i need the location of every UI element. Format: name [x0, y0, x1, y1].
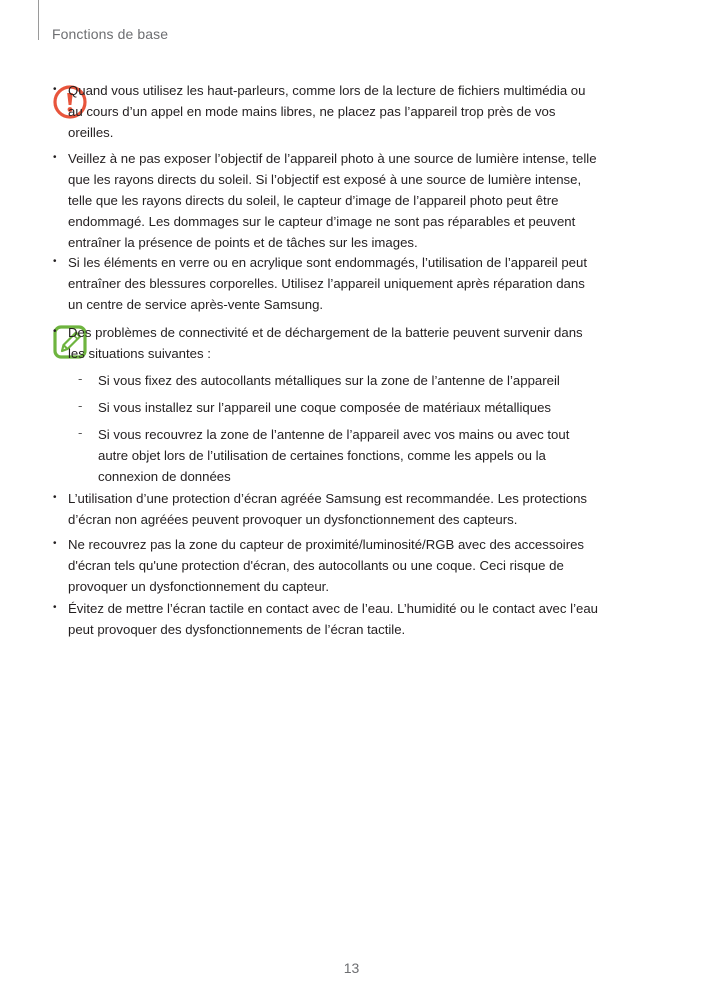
note-subitem	[78, 397, 576, 418]
bullet: •	[53, 326, 57, 337]
bullet: •	[53, 256, 57, 267]
page-number: 13	[343, 960, 360, 976]
bullet: •	[53, 492, 57, 503]
page-header-title: Fonctions de base	[52, 26, 169, 42]
dash: -	[78, 371, 83, 386]
note-item-text: Ne recouvrez pas la zone du capteur de proximité/luminosité/RGB avec des accessoires d'écran tels qu'une protection d'écran, des autocollants ou une coque. Ceci risque de provoquer un dysfonctionnement du capteur.	[68, 537, 585, 594]
caution-item-text: Quand vous utilisez les haut-parleurs, comme lors de la lecture de fichiers multimédia ou au cours d’un appel en mode mains libres, ne placez pas l’appareil trop près de vos oreilles.	[68, 83, 586, 140]
note-item	[53, 534, 600, 597]
note-intro-text: Des problèmes de connectivité et de déchargement de la batterie peuvent survenir dans les situations suivantes :	[68, 325, 583, 361]
caution-item-text: Veillez à ne pas exposer l’objectif de l’appareil photo à une source de lumière intense, telle que les rayons directs du soleil. Si l’objectif est exposé à une source de lumière intense, telle que les rayons directs du soleil, le capteur d’image de l’appareil photo peut être endommagé. Les dommages sur le capteur d’image ne sont pas réparables et peuvent entraîner la présence de points et de tâches sur les images.	[68, 151, 597, 250]
caution-item	[53, 148, 600, 253]
caution-item-text: Si les éléments en verre ou en acrylique sont endommagés, l’utilisation de l’appareil peut entraîner des blessures corporelles. Utilisez l’appareil uniquement après réparation dans un centre de service après-vente Samsung.	[68, 255, 588, 312]
note-subitem	[78, 370, 576, 391]
dash: -	[78, 398, 83, 413]
note-item-text: Évitez de mettre l’écran tactile en contact avec de l’eau. L’humidité ou le contact avec l’eau peut provoquer des dysfonctionnements de l’écran tactile.	[68, 601, 598, 637]
note-subitem-text: Si vous fixez des autocollants métalliques sur la zone de l’antenne de l’appareil	[98, 373, 560, 388]
note-subitem-text: Si vous installez sur l’appareil une coque composée de matériaux métalliques	[98, 400, 552, 415]
caution-item	[53, 252, 600, 315]
note-item	[53, 322, 600, 364]
bullet: •	[53, 602, 57, 613]
header-rule	[38, 0, 39, 40]
note-item	[53, 598, 600, 640]
note-item	[53, 488, 600, 530]
bullet: •	[53, 84, 57, 95]
bullet: •	[53, 152, 57, 163]
note-item-text: L’utilisation d’une protection d’écran agréée Samsung est recommandée. Les protections d’écran non agréées peuvent provoquer un dysfonctionnement des capteurs.	[68, 491, 588, 527]
note-subitem	[78, 424, 576, 487]
bullet: •	[53, 538, 57, 549]
note-subitem-text: Si vous recouvrez la zone de l’antenne de l’appareil avec vos mains ou avec tout autre objet lors de l’utilisation de certaines fonctions, comme les appels ou la connexion de données	[98, 427, 570, 484]
caution-item	[53, 80, 600, 143]
dash: -	[78, 425, 83, 440]
